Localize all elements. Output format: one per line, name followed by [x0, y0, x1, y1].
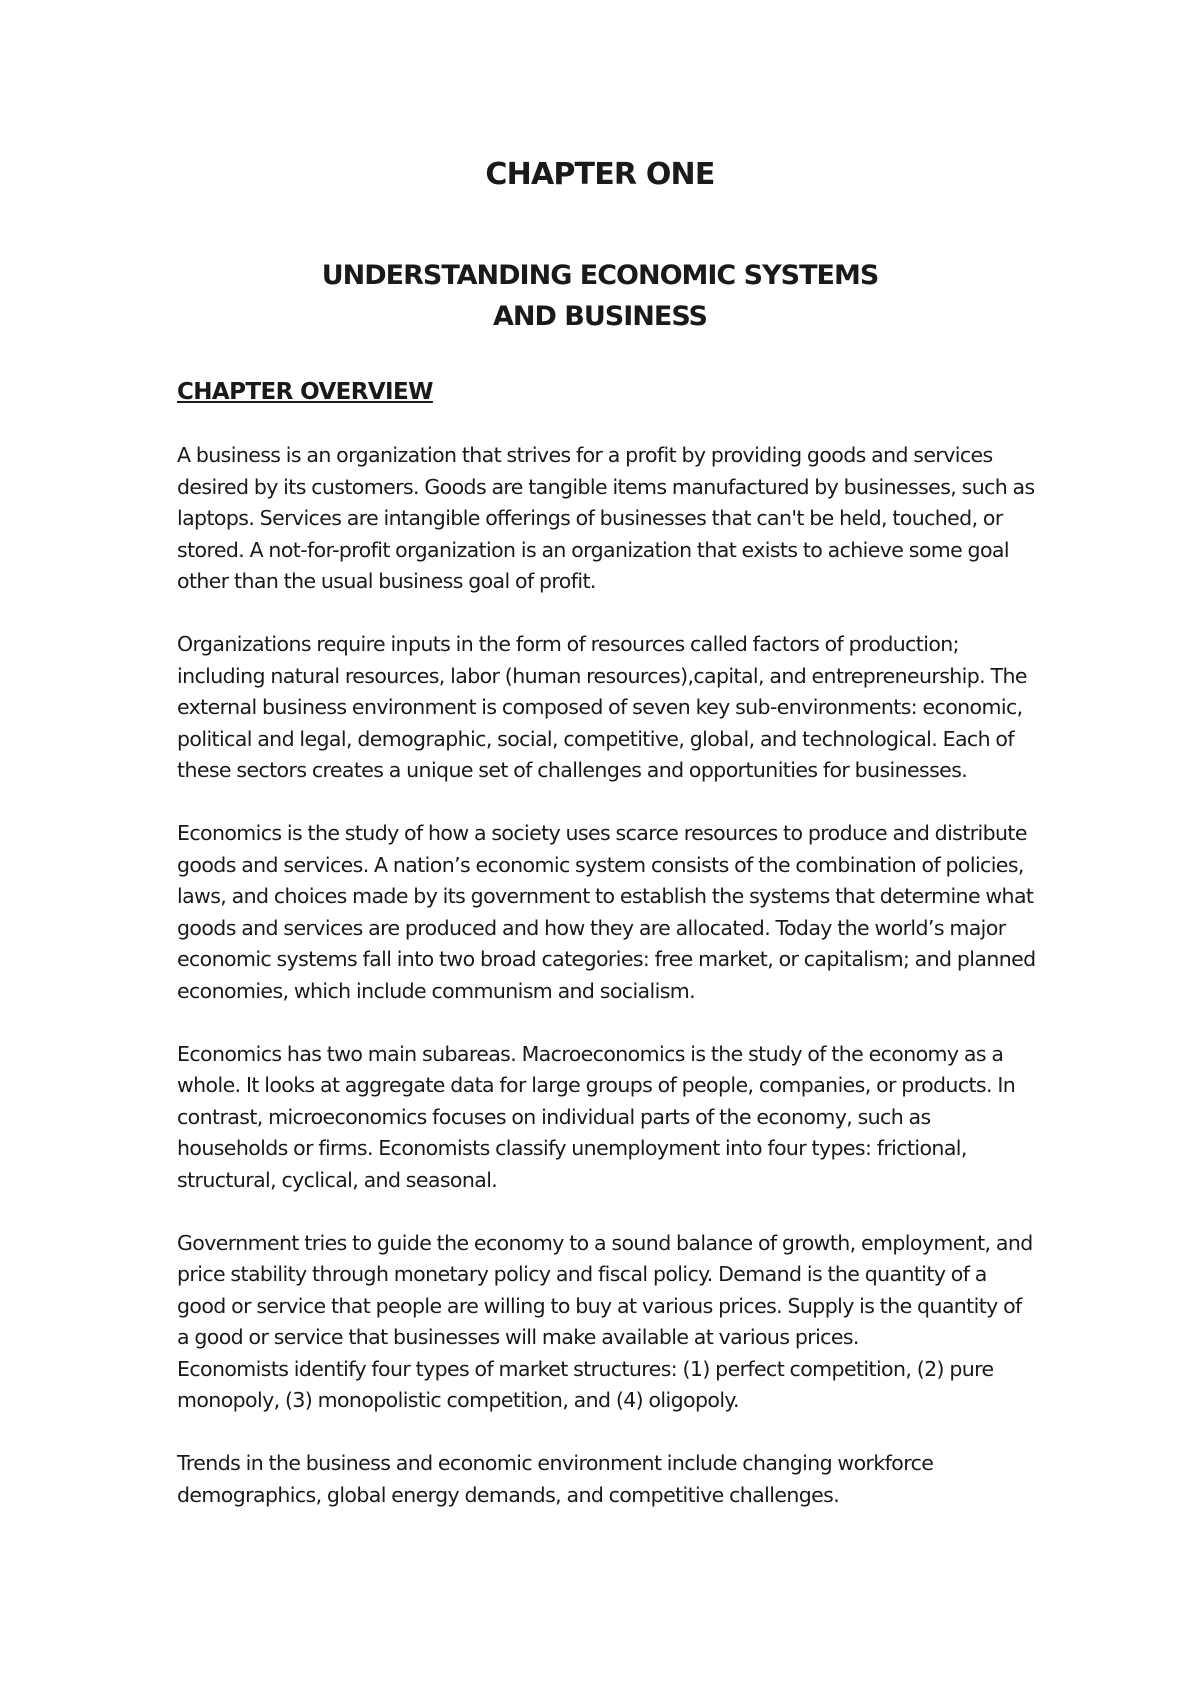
paragraph-macro-micro: Economics has two main subareas. Macroeconomics is the study of the economy as a whole. It looks at aggregate data for large groups of people, companies, or products. In contrast, microeconomics focuses on individual parts of the economy, such as households or firms. Economists classify unemployment into four types: frictional, structural, cyclical, and seasonal. — [177, 1041, 1016, 1192]
chapter-subtitle-line-2: AND BUSINESS — [492, 301, 708, 332]
paragraph-business-definition: A business is an organization that strives for a profit by providing goods and services desired by its customers. Goods are tangible items manufactured by businesses, such as laptops. Services are intangible offerings of businesses that can't be held, touched, or stored. A not-for-profit organization is an organization that exists to achieve some goal other than the usual business goal of profit. — [177, 443, 1035, 593]
paragraph-supply-demand: Government tries to guide the economy to a sound balance of growth, employment, and price stability through monetary policy and fiscal policy. Demand is the quantity of a good or service that people are willing to buy at various prices. Supply is the quantity of a good or service that businesses will make available at various prices. — [177, 1230, 1033, 1349]
paragraph-market-structures: Economists identify four types of market structures: (1) perfect competition, (2) pure monopoly, (3) monopolistic competition, and (4) oligopoly. — [177, 1356, 994, 1412]
chapter-subtitle — [0, 255, 1200, 337]
chapter-subtitle-line-1: UNDERSTANDING ECONOMIC SYSTEMS — [321, 260, 879, 291]
overview-heading: CHAPTER OVERVIEW — [177, 379, 433, 405]
chapter-title: CHAPTER ONE — [485, 157, 715, 192]
body-text — [177, 440, 1037, 1543]
paragraph-economic-systems: Economics is the study of how a society uses scarce resources to produce and distribute goods and services. A nation’s economic system consists of the combination of policies, laws, and choices made by its government to establish the systems that determine what goods and services are produced and how they are allocated. Today the world’s major economic systems fall into two broad categories: free market, or capitalism; and planned economies, which include communism and socialism. — [177, 821, 1036, 1003]
paragraph-trends: Trends in the business and economic environment include changing workforce demographics, global energy demands, and competitive challenges. — [177, 1451, 934, 1507]
paragraph-factors-of-production: Organizations require inputs in the form of resources called factors of production; including natural resources, labor (human resources),capital, and entrepreneurship. The external business environment is composed of seven key sub-environments: economic, political and legal, demographic, social, competitive, global, and technological. Each of these sectors creates a unique set of challenges and opportunities for businesses. — [177, 632, 1027, 782]
